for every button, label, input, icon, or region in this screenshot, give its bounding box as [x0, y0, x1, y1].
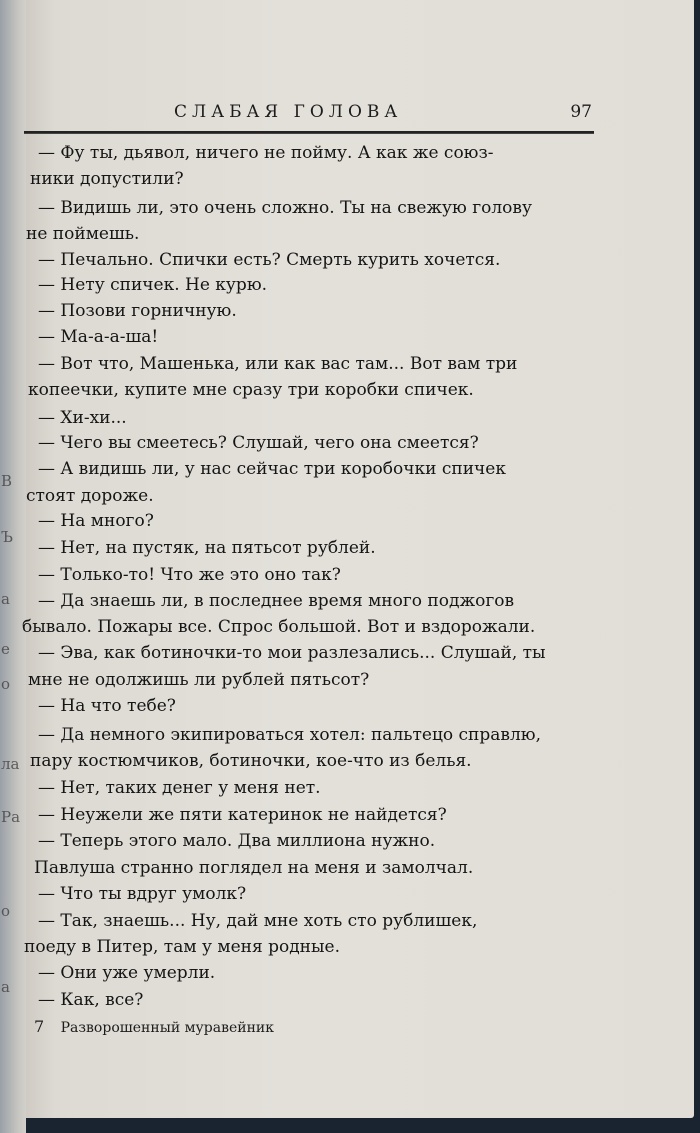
margin-bleed-text: о: [1, 902, 11, 920]
text-line: копеечки, купите мне сразу три коробки спичек.: [28, 380, 474, 400]
text-line: — Нет, таких денег у меня нет.: [38, 778, 321, 798]
text-line: — А видишь ли, у нас сейчас три коробочки спичек: [38, 459, 506, 479]
text-line: — Ма-а-а-ша!: [38, 327, 159, 347]
text-line: поеду в Питер, там у меня родные.: [24, 937, 341, 957]
signature-number: 7: [34, 1017, 45, 1036]
text-line: — На что тебе?: [38, 696, 176, 716]
text-line: не поймешь.: [26, 224, 140, 244]
text-line: — Позови горничную.: [38, 301, 237, 321]
text-line: стоят дороже.: [26, 486, 154, 506]
text-line: мне не одолжишь ли рублей пятьсот?: [28, 670, 370, 690]
text-line: бывало. Пожары все. Спрос большой. Вот и вздорожали.: [22, 617, 536, 637]
text-line: — Только-то! Что же это оно так?: [38, 565, 341, 585]
margin-bleed-text: ла: [1, 755, 20, 773]
text-line: — Неужели же пяти катеринок не найдется?: [38, 805, 447, 825]
page-header: [24, 100, 594, 130]
signature-mark: [34, 1017, 274, 1036]
text-line: пару костюмчиков, ботиночки, кое-что из белья.: [30, 751, 472, 771]
margin-bleed-text: Ъ: [1, 528, 13, 546]
running-head: СЛАБАЯ ГОЛОВА: [174, 102, 403, 122]
text-line: ники допустили?: [30, 169, 184, 189]
text-line: — Нет, на пустяк, на пятьсот рублей.: [38, 538, 376, 558]
text-line: — На много?: [38, 511, 154, 531]
text-line: — Чего вы смеетесь? Слушай, чего она смеется?: [38, 433, 479, 453]
margin-bleed-text: е: [1, 640, 10, 658]
margin-bleed-text: а: [1, 978, 10, 996]
text-line: — Вот что, Машенька, или как вас там... Вот вам три: [38, 354, 518, 374]
margin-bleed-text: о: [1, 675, 11, 693]
margin-bleed-text: Ра: [1, 808, 21, 826]
text-line: — Так, знаешь... Ну, дай мне хоть сто рублишек,: [38, 911, 478, 931]
page-number: 97: [570, 102, 592, 122]
text-line: — Да немного экипироваться хотел: пальтецо справлю,: [38, 725, 541, 745]
text-line: — Видишь ли, это очень сложно. Ты на свежую голову: [38, 198, 532, 218]
text-line: Павлуша странно поглядел на меня и замолчал.: [34, 858, 474, 878]
text-line: — Печально. Спички есть? Смерть курить хочется.: [38, 250, 501, 270]
margin-bleed-text: В: [1, 472, 13, 490]
facing-page-edge: [0, 0, 26, 1133]
text-line: — Фу ты, дьявол, ничего не пойму. А как же союз-: [38, 143, 494, 163]
text-line: — Нету спичек. Не курю.: [38, 275, 268, 295]
text-line: — Да знаешь ли, в последнее время много поджогов: [38, 591, 515, 611]
text-line: — Теперь этого мало. Два миллиона нужно.: [38, 831, 436, 851]
text-line: — Хи-хи...: [38, 408, 127, 428]
header-rule: [24, 131, 594, 134]
text-line: — Как, все?: [38, 990, 144, 1010]
margin-bleed-text: а: [1, 590, 10, 608]
signature-title: Разворошенный муравейник: [60, 1020, 274, 1036]
text-line: — Они уже умерли.: [38, 963, 216, 983]
text-line: — Что ты вдруг умолк?: [38, 884, 247, 904]
text-line: — Эва, как ботиночки-то мои разлезались... Слушай, ты: [38, 643, 546, 663]
